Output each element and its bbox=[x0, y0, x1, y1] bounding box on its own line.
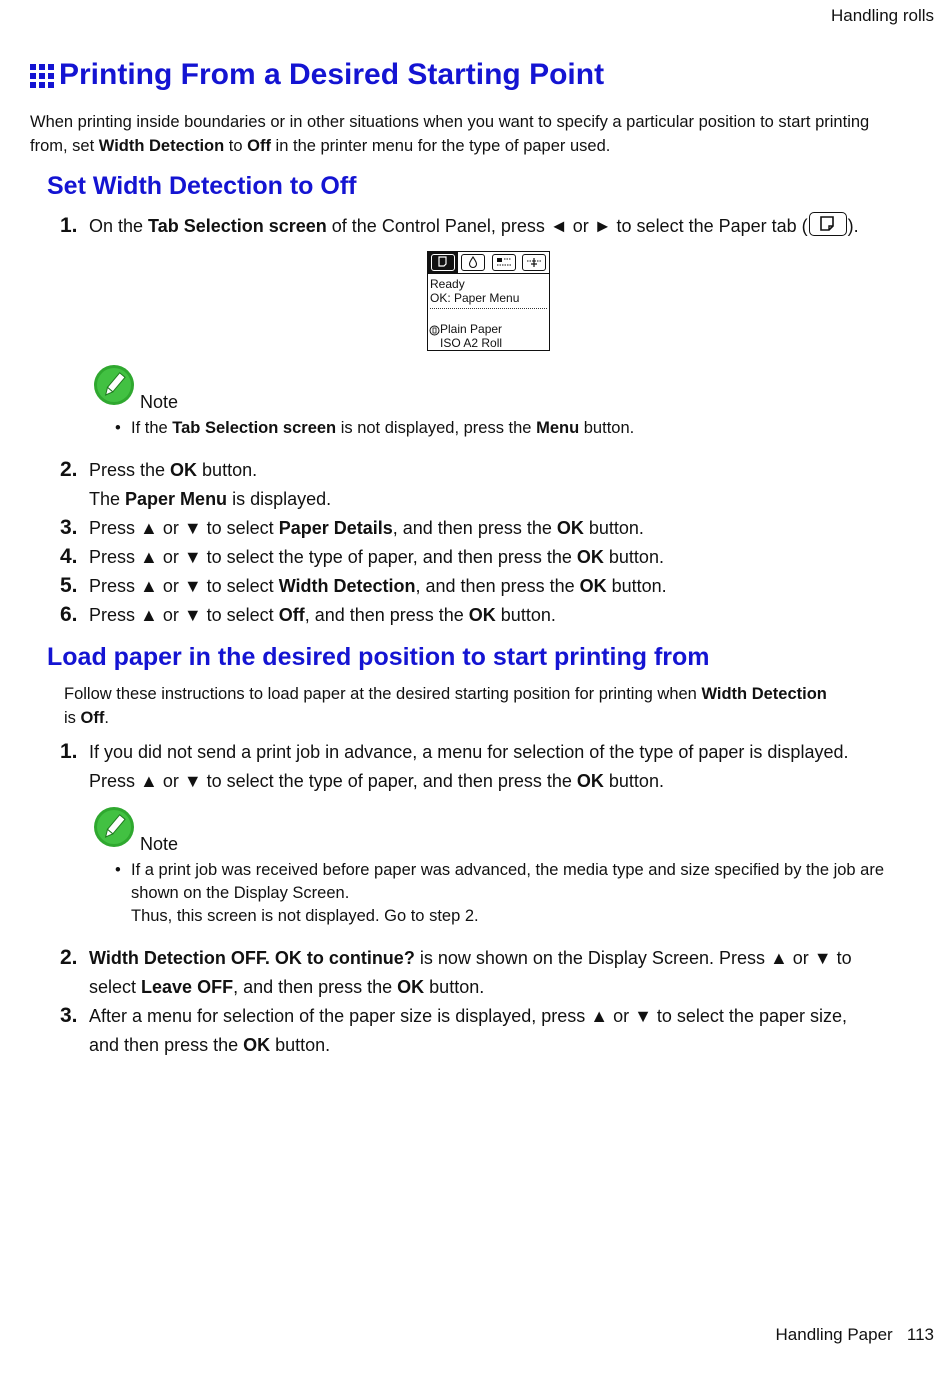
paper-tab-icon bbox=[809, 212, 847, 236]
control-panel-display bbox=[427, 251, 550, 351]
display-tab-bar bbox=[428, 252, 549, 274]
display-paper-type: Plain Paper bbox=[440, 322, 503, 336]
display-hint-line: OK: Paper Menu bbox=[430, 291, 520, 305]
page-title-row bbox=[30, 58, 604, 92]
load-step-2: 2. Width Detection OFF. OK to continue? is now shown on the Display Screen. Press ▲ or ▼ to select Leave OFF, and then press the OK button. bbox=[60, 946, 852, 997]
intro-paragraph: When printing inside boundaries or in other situations when you want to specify a particular position to start printing from, set Width Detection to Off in the printer menu for the type of paper used. bbox=[30, 113, 870, 155]
step-5-width-detection: 5. Press ▲ or ▼ to select Width Detection, and then press the OK button. bbox=[60, 574, 667, 597]
grid-icon bbox=[30, 64, 54, 88]
section-heading-width-detection: Set Width Detection to Off bbox=[47, 172, 357, 200]
section-heading-load-paper: Load paper in the desired position to start printing from bbox=[47, 643, 710, 671]
display-job-tab bbox=[489, 252, 519, 273]
step-6-select-off: 6. Press ▲ or ▼ to select Off, and then press the OK button. bbox=[60, 603, 556, 626]
step-1-select-paper-tab: 1. On the Tab Selection screen of the Control Panel, press ◄ or ► to select the Paper tab ( ). bbox=[60, 214, 859, 237]
section2-intro: Follow these instructions to load paper at the desired starting position for printing when Width Detection is Off. bbox=[64, 685, 827, 727]
note-label: Note bbox=[140, 834, 179, 854]
note-bullet: • If a print job was received before paper was advanced, the media type and size specified by the job are shown on the Display Screen. Thus, this screen is not displayed. Go to step 2. bbox=[115, 861, 885, 925]
note-bullet: • If the Tab Selection screen is not displayed, press the Menu button. bbox=[115, 419, 635, 437]
note-pencil-icon bbox=[93, 806, 135, 848]
load-step-3: 3. After a menu for selection of the paper size is displayed, press ▲ or ▼ to select the paper size, and then press the OK button. bbox=[60, 1004, 848, 1055]
step-2-press-ok: 2. Press the OK button. The Paper Menu is displayed. bbox=[60, 458, 332, 509]
display-status-line: Ready bbox=[430, 277, 465, 291]
display-settings-tab bbox=[519, 252, 549, 273]
step-3-paper-details: 3. Press ▲ or ▼ to select Paper Details, and then press the OK button. bbox=[60, 516, 644, 539]
note-label: Note bbox=[140, 392, 179, 412]
display-paper-tab bbox=[428, 252, 458, 273]
note-pencil-icon bbox=[93, 364, 135, 406]
step-4-paper-type: 4. Press ▲ or ▼ to select the type of paper, and then press the OK button. bbox=[60, 545, 664, 568]
page-title: Printing From a Desired Starting Point bbox=[59, 58, 605, 91]
display-divider bbox=[430, 308, 547, 309]
display-ink-tab bbox=[458, 252, 488, 273]
page-number: 113 bbox=[906, 1325, 934, 1344]
display-paper-size: ISO A2 Roll bbox=[440, 336, 503, 350]
footer-chapter: Handling Paper bbox=[775, 1325, 893, 1344]
running-footer bbox=[776, 1325, 934, 1345]
paper-type-icon bbox=[429, 325, 440, 336]
running-header: Handling rolls bbox=[831, 6, 934, 25]
load-step-1: 1. If you did not send a print job in advance, a menu for selection of the type of paper is displayed. Press ▲ or ▼ to select the type of paper, and then press the OK button. bbox=[60, 740, 849, 791]
